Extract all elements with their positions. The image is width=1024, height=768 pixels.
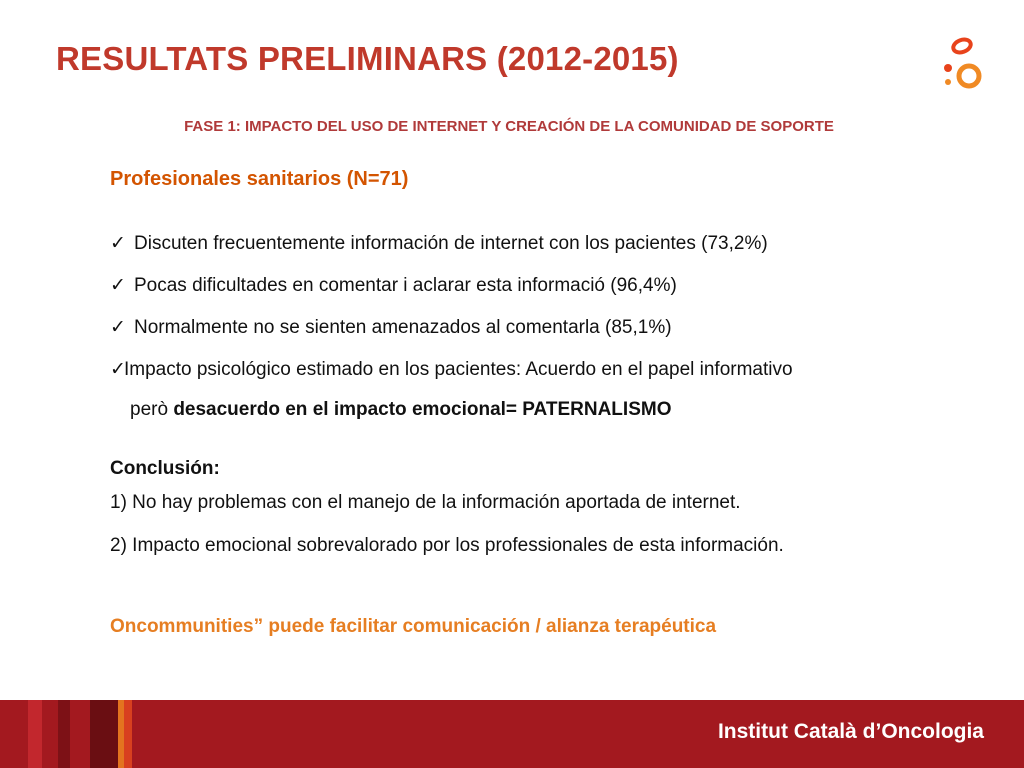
list-item xyxy=(110,316,793,340)
checkmark-icon: ✓ xyxy=(110,317,126,338)
checkmark-icon: ✓ xyxy=(110,233,126,254)
section-heading: Profesionales sanitarios (N=71) xyxy=(110,168,409,190)
conclusion-item: 2) Impacto emocional sobrevalorado por los professionales de esta información. xyxy=(110,535,784,556)
bullet-text: Impacto psicológico estimado en los pacientes: Acuerdo en el papel informativo xyxy=(124,359,793,380)
bullet-continuation xyxy=(130,398,671,422)
ico-logo-icon xyxy=(934,36,990,92)
highlight-statement: Oncommunities” puede facilitar comunicación / alianza terapéutica xyxy=(110,616,717,637)
footer-stripe xyxy=(28,700,42,768)
slide-subtitle: FASE 1: IMPACTO DEL USO DE INTERNET Y CREACIÓN DE LA COMUNIDAD DE SOPORTE xyxy=(184,118,834,135)
institution-name: Institut Català d’Oncologia xyxy=(717,720,984,743)
bullet-text: Pocas dificultades en comentar i aclarar esta informació (96,4%) xyxy=(134,275,677,296)
footer-stripe xyxy=(124,700,132,768)
bullet-text: Discuten frecuentemente información de internet con los pacientes (73,2%) xyxy=(134,233,768,254)
footer-stripe xyxy=(90,700,118,768)
checkmark-icon: ✓ xyxy=(110,275,126,296)
findings-list xyxy=(110,232,793,386)
slide-title: RESULTATS PRELIMINARS (2012-2015) xyxy=(56,40,679,77)
conclusion-item: 1) No hay problemas con el manejo de la información aportada de internet. xyxy=(110,492,741,513)
footer-stripe xyxy=(58,700,70,768)
checkmark-icon: ✓ xyxy=(110,359,126,380)
list-item xyxy=(110,274,793,298)
list-item xyxy=(110,232,793,256)
list-item xyxy=(110,358,793,382)
continuation-prefix: però xyxy=(130,399,174,420)
bullet-text: Normalmente no se sienten amenazados al comentarla (85,1%) xyxy=(134,317,672,338)
conclusion-title: Conclusión: xyxy=(110,458,220,479)
continuation-emphasis: desacuerdo en el impacto emocional= PATERNALISMO xyxy=(173,399,672,420)
footer-bar xyxy=(0,700,1024,768)
